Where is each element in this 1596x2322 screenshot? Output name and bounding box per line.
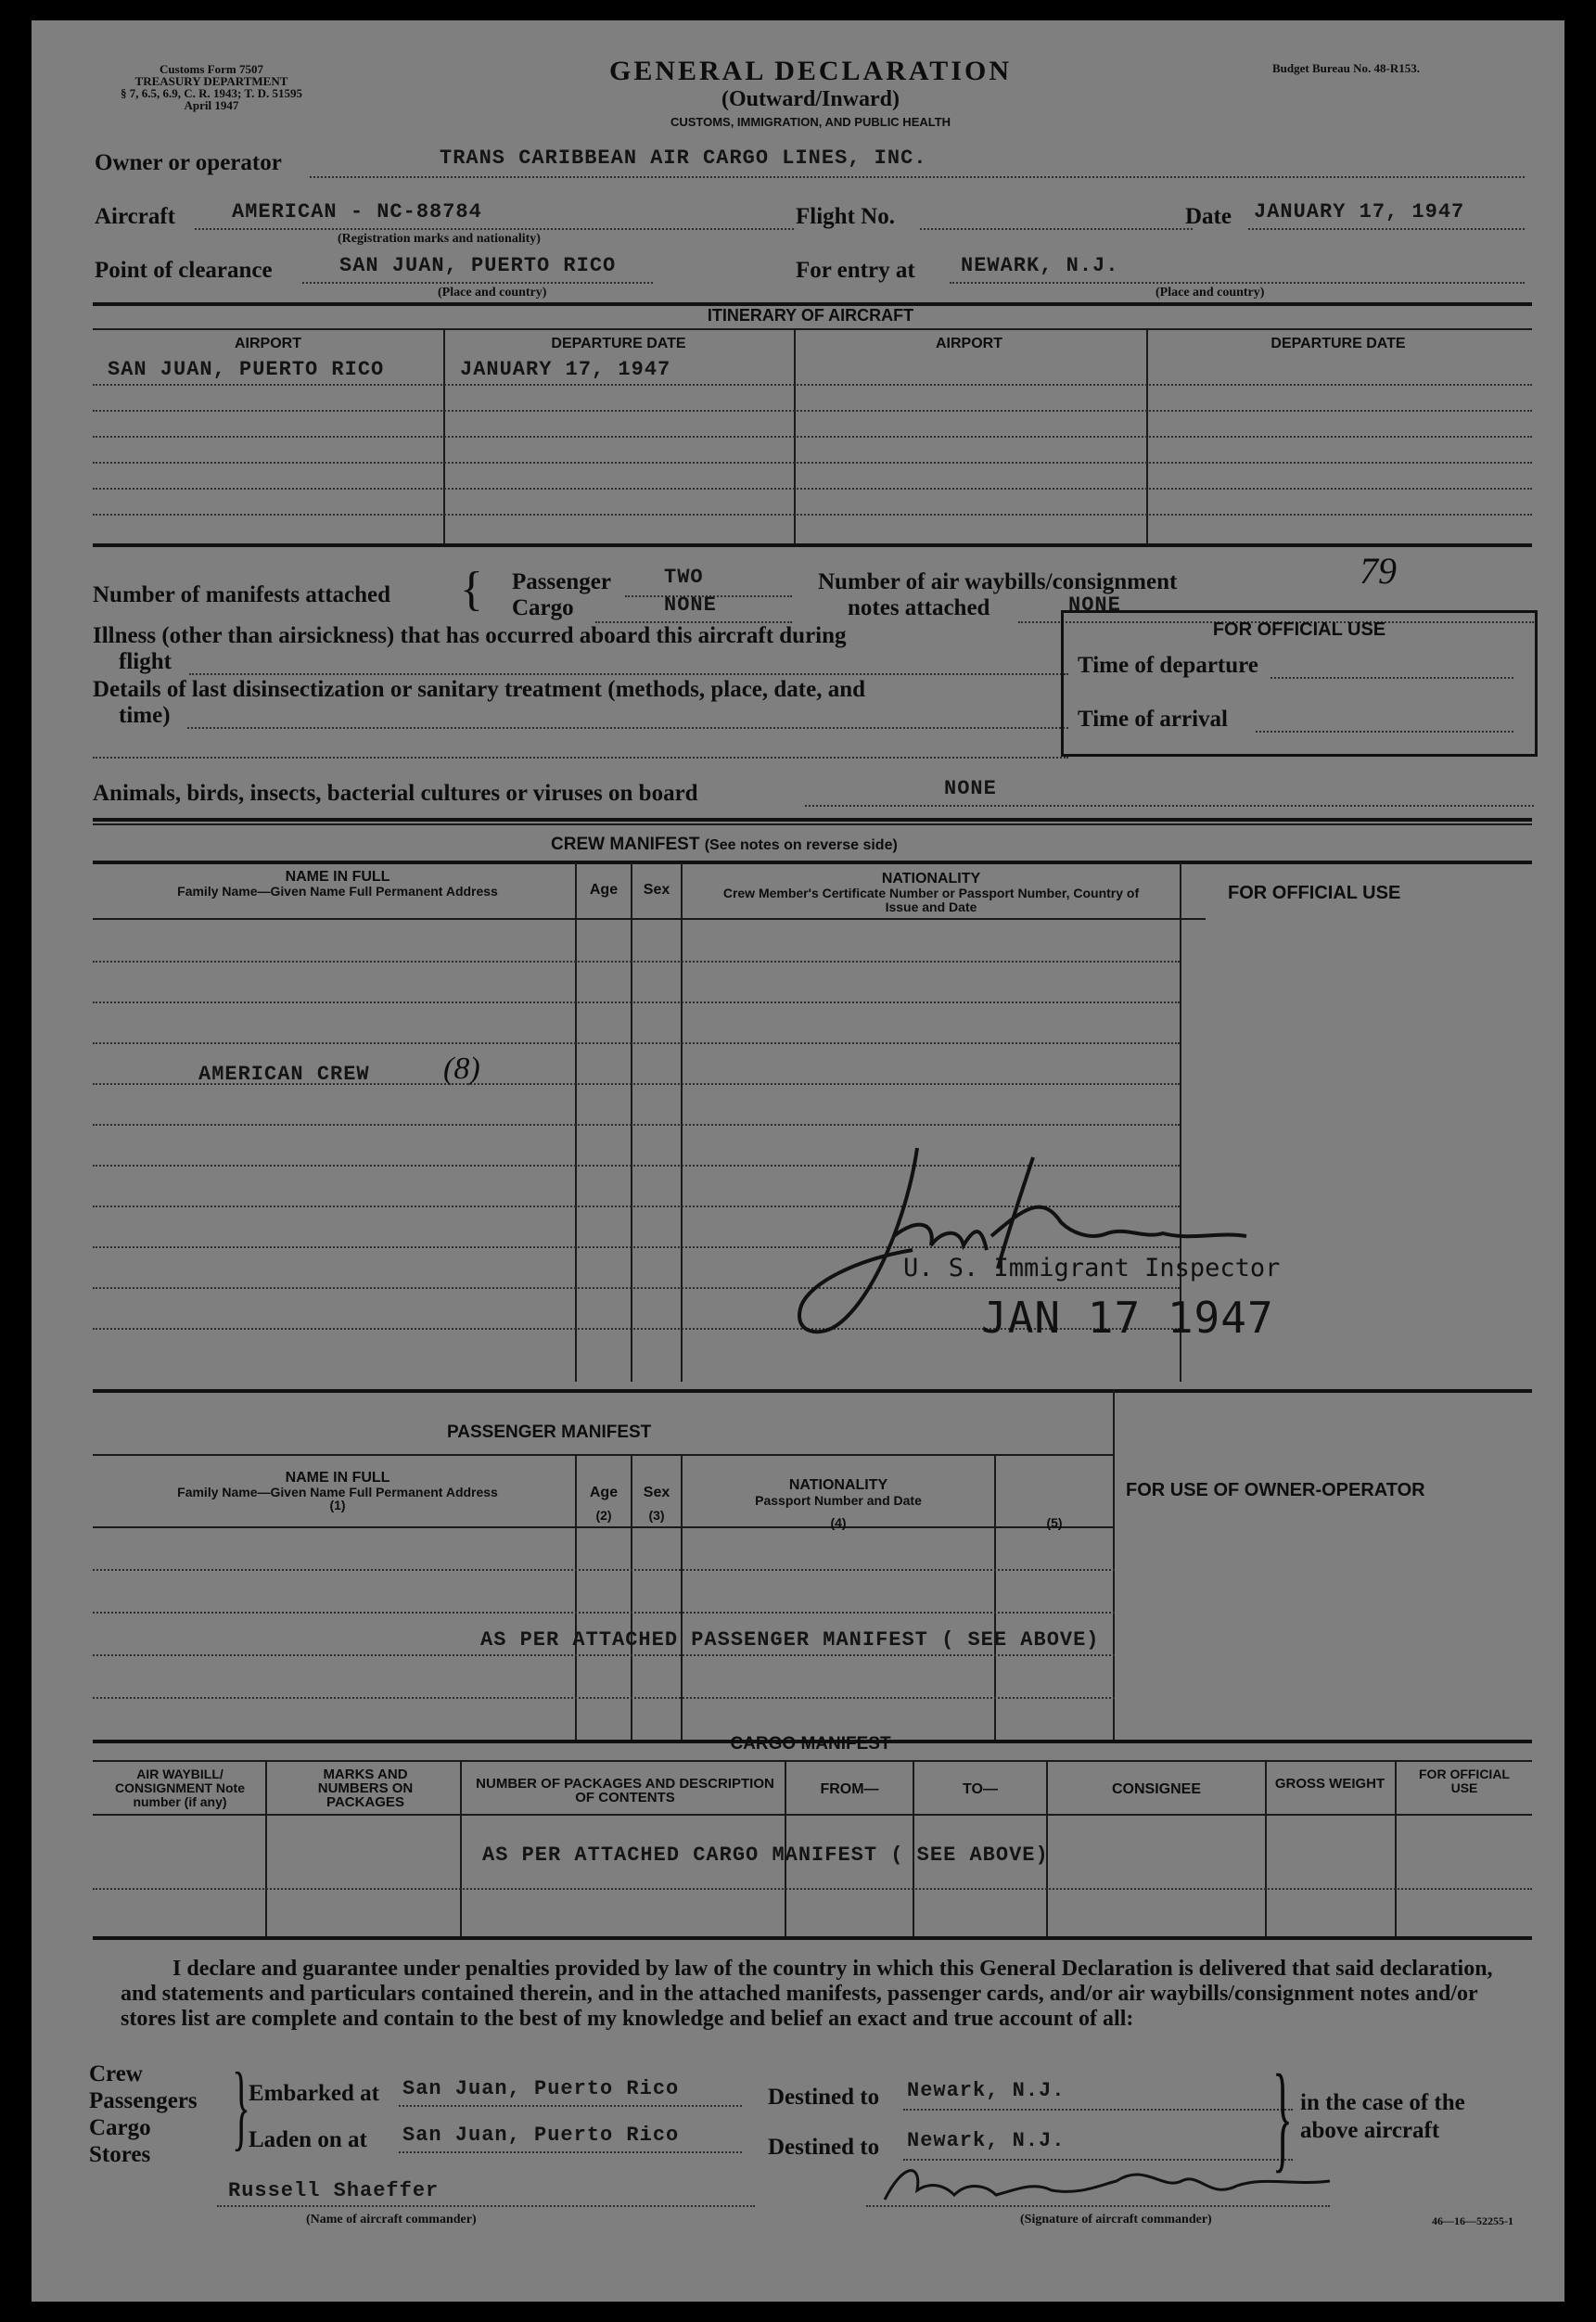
declaration-form — [32, 20, 1564, 2302]
passenger-col-5-num: (5) — [1046, 1515, 1063, 1530]
case-text-2: above aircraft — [1300, 2118, 1440, 2143]
itinerary-col-departure-2: DEPARTURE DATE — [1270, 336, 1406, 351]
disinsect-label: Details of last disinsectization or sanitary treatment (methods, place, date, and — [93, 677, 866, 702]
cargo-manifest-value: NONE — [664, 593, 717, 617]
animals-value: NONE — [944, 777, 997, 800]
destined-value-2: Newark, N.J. — [907, 2129, 1066, 2152]
waybill-value: NONE — [1068, 593, 1121, 617]
cargo-col-packages: NUMBER OF PACKAGES AND DESCRIPTION OF CONTENTS — [476, 1776, 774, 1805]
form-info — [121, 63, 302, 111]
manifests-label: Number of manifests attached — [93, 582, 391, 607]
passenger-col-sex-text: Sex — [643, 1485, 670, 1500]
itinerary-departure-value: JANUARY 17, 1947 — [460, 358, 671, 381]
category-passengers: Passengers — [89, 2088, 198, 2113]
crew-count: (8) — [443, 1052, 480, 1086]
cargo-title: CARGO MANIFEST — [730, 1734, 891, 1754]
date-label: Date — [1185, 204, 1232, 229]
category-cargo: Cargo — [89, 2115, 151, 2140]
passenger-col-sex-num: (3) — [648, 1508, 665, 1523]
cargo-col-consignee: CONSIGNEE — [1111, 1781, 1201, 1797]
regulation-ref: § 7, 6.5, 6.9, C. R. 1943; T. D. 51595 — [121, 86, 302, 100]
laden-value: San Juan, Puerto Rico — [402, 2124, 680, 2147]
laden-label: Laden on at — [249, 2127, 367, 2152]
date-value: JANUARY 17, 1947 — [1254, 200, 1465, 223]
passenger-value: TWO — [664, 566, 704, 589]
commander-name: Russell Shaeffer — [228, 2179, 440, 2202]
crew-col-sex: Sex — [643, 882, 670, 898]
form-subtitle: (Outward/Inward) — [721, 87, 900, 111]
budget-bureau: Budget Bureau No. 48-R153. — [1272, 61, 1421, 75]
passenger-col-nationality — [699, 1478, 977, 1530]
owner-operator-use: FOR USE OF OWNER-OPERATOR — [1126, 1480, 1425, 1500]
waybill-label-1: Number of air waybills/consignment — [818, 569, 1178, 594]
passenger-entry: AS PER ATTACHED PASSENGER MANIFEST ( SEE ABOVE) — [480, 1628, 1100, 1652]
handwritten-number: 79 — [1360, 550, 1397, 592]
clearance-caption: (Place and country) — [438, 286, 547, 300]
signature-caption: (Signature of aircraft commander) — [1020, 2213, 1212, 2226]
aircraft-caption: (Registration marks and nationality) — [338, 232, 541, 246]
disinsect-label-2: time) — [119, 703, 171, 728]
entry-caption: (Place and country) — [1156, 286, 1265, 300]
waybill-label-2: notes attached — [848, 595, 990, 620]
passenger-label: Passenger — [512, 569, 611, 594]
passenger-col-name-text: NAME IN FULL — [285, 1470, 390, 1486]
form-date: April 1947 — [184, 98, 239, 112]
passenger-col-nat-num: (4) — [830, 1515, 847, 1530]
cargo-col-from: FROM— — [820, 1781, 879, 1797]
passenger-col-age-text: Age — [589, 1485, 619, 1500]
crew-col-name — [143, 870, 532, 898]
brace-categories: } — [232, 2053, 250, 2160]
owner-value: TRANS CARIBBEAN AIR CARGO LINES, INC. — [440, 147, 927, 170]
destined-label-2: Destined to — [768, 2135, 880, 2160]
passenger-title: PASSENGER MANIFEST — [447, 1423, 652, 1442]
inspector-stamp-date: JAN 17 1947 — [981, 1293, 1274, 1343]
destined-label-1: Destined to — [768, 2085, 880, 2110]
passenger-col-nat-sub: Passport Number and Date — [755, 1493, 922, 1508]
passenger-col-age — [577, 1486, 631, 1523]
embarked-label: Embarked at — [249, 2081, 379, 2106]
crew-note: (See notes on reverse side) — [704, 837, 898, 853]
agencies: CUSTOMS, IMMIGRATION, AND PUBLIC HEALTH — [670, 115, 951, 129]
passenger-col-sex — [632, 1486, 681, 1523]
itinerary-airport-value: SAN JUAN, PUERTO RICO — [108, 358, 385, 381]
crew-title-text: CREW MANIFEST — [551, 835, 700, 854]
embarked-value: San Juan, Puerto Rico — [402, 2077, 680, 2100]
animals-label: Animals, birds, insects, bacterial cultures or viruses on board — [93, 781, 698, 806]
crew-entry: AMERICAN CREW — [198, 1063, 370, 1086]
declaration-categories — [89, 2060, 198, 2168]
print-code: 46—16—52255-1 — [1432, 2214, 1513, 2227]
commander-caption: (Name of aircraft commander) — [306, 2213, 477, 2226]
aircraft-value: AMERICAN - NC-88784 — [232, 200, 482, 223]
cargo-col-waybill: AIR WAYBILL/ CONSIGNMENT Note number (if any) — [115, 1767, 245, 1809]
form-title: GENERAL DECLARATION — [608, 56, 1012, 86]
crew-col-name-sub: Family Name—Given Name Full Permanent Address — [177, 884, 498, 899]
cargo-col-weight: GROSS WEIGHT — [1274, 1776, 1385, 1792]
passenger-col-name — [143, 1471, 532, 1512]
cargo-manifest-label: Cargo — [512, 595, 574, 620]
brace-left: { — [460, 563, 483, 616]
crew-title — [551, 835, 898, 855]
owner-label: Owner or operator — [95, 150, 282, 175]
crew-official-use: FOR OFFICIAL USE — [1228, 883, 1401, 903]
category-stores: Stores — [89, 2142, 151, 2167]
passenger-col-name-sub: Family Name—Given Name Full Permanent Address — [177, 1485, 498, 1499]
itinerary-title: ITINERARY OF AIRCRAFT — [707, 306, 914, 325]
cargo-col-official: FOR OFFICIAL USE — [1419, 1767, 1510, 1795]
crew-col-nat-sub: Crew Member's Certificate Number or Passport Number, Country of Issue and Date — [722, 886, 1140, 914]
illness-label: Illness (other than airsickness) that has occurred aboard this aircraft during — [93, 623, 847, 648]
inspector-title: U. S. Immigrant Inspector — [903, 1254, 1281, 1282]
itinerary-col-departure-1: DEPARTURE DATE — [551, 336, 686, 351]
case-text-1: in the case of the — [1300, 2090, 1465, 2115]
declaration-text: I declare and guarantee under penalties provided by law of the country in which this General Declaration is delivered that said declaration, and statements and particulars contained therein, and in the attached manifests, passenger cards, and/or air waybills/consignment notes and/or stores list are complete and contain to the best of my knowledge and belief an exact and true account of all: — [121, 1957, 1493, 2031]
itinerary-col-airport-2: AIRPORT — [936, 336, 1002, 351]
clearance-value: SAN JUAN, PUERTO RICO — [339, 254, 617, 277]
illness-label-2: flight — [119, 649, 172, 674]
destined-value-1: Newark, N.J. — [907, 2079, 1066, 2102]
crew-col-nationality — [718, 872, 1144, 914]
arrival-time-label: Time of arrival — [1078, 707, 1228, 732]
itinerary-col-airport-1: AIRPORT — [235, 336, 301, 351]
brace-destined: } — [1272, 2050, 1293, 2184]
department: TREASURY DEPARTMENT — [134, 74, 288, 88]
official-use-title: FOR OFFICIAL USE — [1212, 619, 1386, 640]
flight-label: Flight No. — [796, 204, 895, 229]
cargo-col-marks: MARKS AND NUMBERS ON PACKAGES — [317, 1767, 414, 1810]
passenger-col-name-num: (1) — [329, 1498, 346, 1512]
cargo-entry: AS PER ATTACHED CARGO MANIFEST ( SEE ABOVE) — [482, 1844, 1049, 1867]
form-number: Customs Form 7507 — [160, 62, 263, 76]
entry-label: For entry at — [796, 258, 915, 283]
aircraft-label: Aircraft — [95, 204, 175, 229]
crew-col-nat-text: NATIONALITY — [881, 871, 981, 887]
clearance-label: Point of clearance — [95, 258, 273, 283]
entry-value: NEWARK, N.J. — [961, 254, 1119, 277]
passenger-col-age-num: (2) — [595, 1508, 612, 1523]
passenger-col-nat-text: NATIONALITY — [788, 1477, 888, 1493]
cargo-col-to: TO— — [963, 1781, 998, 1797]
category-crew: Crew — [89, 2061, 143, 2086]
crew-col-age: Age — [589, 882, 619, 898]
crew-col-name-text: NAME IN FULL — [285, 869, 390, 885]
departure-time-label: Time of departure — [1078, 653, 1258, 678]
